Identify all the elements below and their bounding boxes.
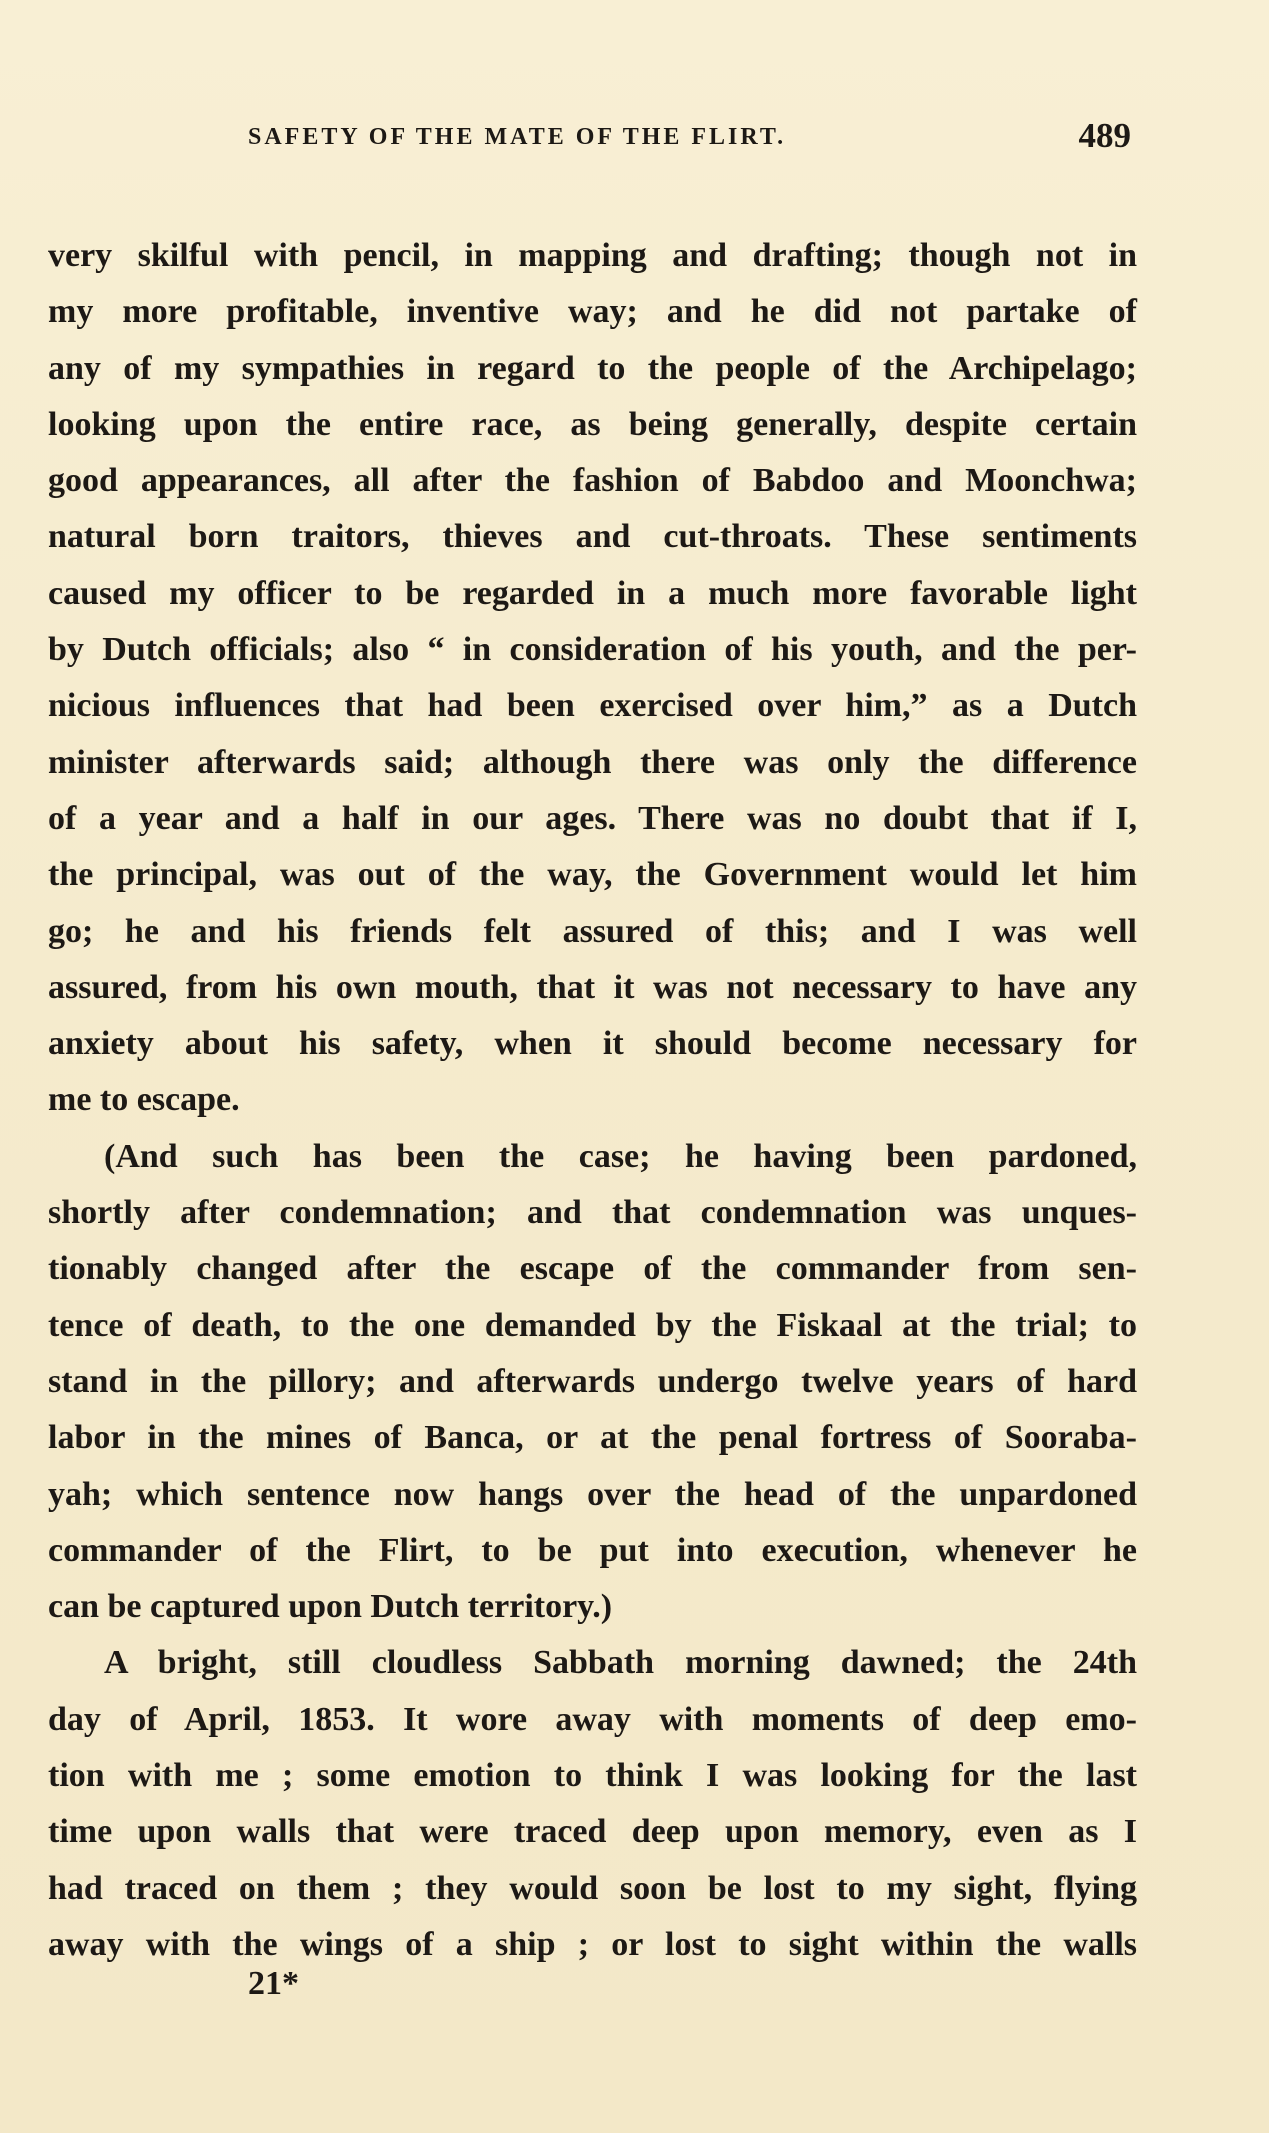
text-line: day of April, 1853. It wore away with moments of deep emo-	[48, 1700, 1137, 1738]
text-line: (And such has been the case; he having been pardoned,	[104, 1137, 1137, 1175]
text-line: the principal, was out of the way, the Government would let him	[48, 856, 1137, 894]
text-line: caused my officer to be regarded in a much more favorable light	[48, 574, 1137, 612]
text-line: labor in the mines of Banca, or at the penal fortress of Sooraba-	[48, 1419, 1137, 1457]
text-line: minister afterwards said; although there was only the difference	[48, 743, 1137, 781]
text-line: looking upon the entire race, as being generally, despite certain	[48, 405, 1137, 443]
text-line: tence of death, to the one demanded by the Fiskaal at the trial; to	[48, 1306, 1137, 1344]
page-number: 489	[1078, 116, 1131, 155]
text-line: tionably changed after the escape of the commander from sen-	[48, 1250, 1137, 1288]
text-line: by Dutch officials; also “ in consideration of his youth, and the per-	[48, 631, 1137, 669]
running-head: SAFETY OF THE MATE OF THE FLIRT.	[248, 124, 787, 150]
text-line: stand in the pillory; and afterwards undergo twelve years of hard	[48, 1362, 1137, 1400]
text-line: away with the wings of a ship ; or lost to sight within the walls	[48, 1925, 1137, 1963]
text-line: go; he and his friends felt assured of this; and I was well	[48, 912, 1137, 950]
text-line: time upon walls that were traced deep upon memory, even as I	[48, 1813, 1137, 1851]
text-line: good appearances, all after the fashion of Babdoo and Moonchwa;	[48, 462, 1137, 500]
text-line: anxiety about his safety, when it should become necessary for	[48, 1025, 1137, 1063]
text-line: my more profitable, inventive way; and he did not partake of	[48, 293, 1137, 331]
text-line: can be captured upon Dutch territory.)	[48, 1588, 613, 1626]
text-line: natural born traitors, thieves and cut-throats. These sentiments	[48, 518, 1137, 556]
signature-mark: 21*	[248, 1965, 299, 2002]
body-text	[48, 228, 1137, 1973]
text-line: commander of the Flirt, to be put into execution, whenever he	[48, 1531, 1137, 1569]
text-line: assured, from his own mouth, that it was not necessary to have any	[48, 968, 1137, 1006]
text-line: A bright, still cloudless Sabbath morning dawned; the 24th	[104, 1644, 1137, 1682]
text-line: shortly after condemnation; and that condemnation was unques-	[48, 1194, 1137, 1232]
text-line: yah; which sentence now hangs over the head of the unpardoned	[48, 1475, 1137, 1513]
text-line: tion with me ; some emotion to think I was looking for the last	[48, 1757, 1137, 1795]
text-line: had traced on them ; they would soon be lost to my sight, flying	[48, 1869, 1137, 1907]
text-line: very skilful with pencil, in mapping and drafting; though not in	[48, 237, 1137, 274]
text-line: of a year and a half in our ages. There was no doubt that if I,	[48, 799, 1137, 837]
text-line: any of my sympathies in regard to the people of the Archipelago;	[48, 349, 1137, 387]
page-header	[48, 118, 1137, 158]
text-line: nicious influences that had been exercised over him,” as a Dutch	[48, 687, 1137, 725]
text-line: me to escape.	[48, 1081, 240, 1119]
